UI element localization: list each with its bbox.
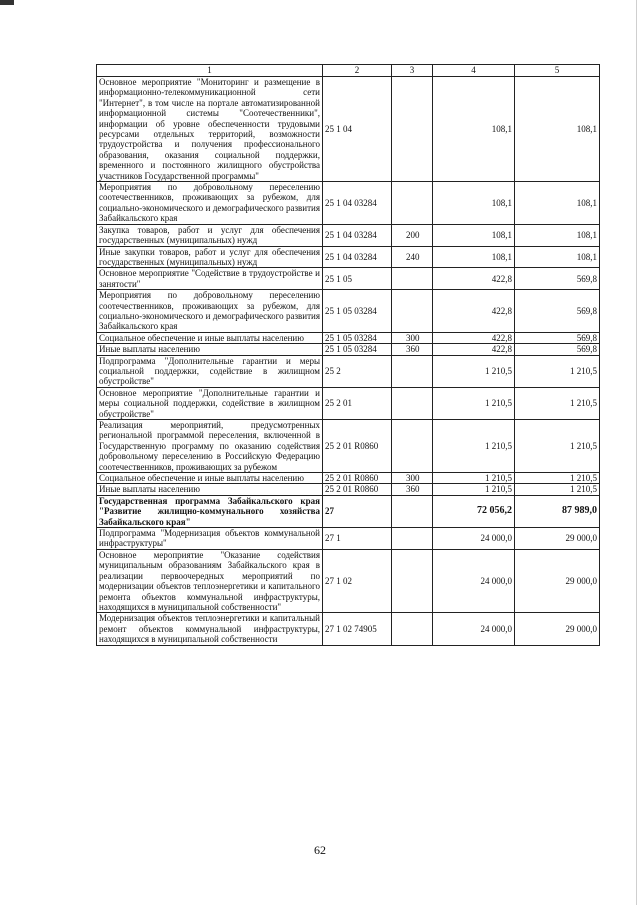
row-value-2020-cell: 1 210,5 xyxy=(515,420,600,473)
row-type-cell xyxy=(392,182,433,225)
row-name-cell: Государственная программа Забайкальского края "Развитие жилищно-коммунального хозяйства Забайкальского края" xyxy=(97,495,323,527)
scan-corner-mark xyxy=(0,0,14,5)
row-value-2019-cell: 108,1 xyxy=(433,224,515,246)
header-cell-3: 3 xyxy=(392,65,433,77)
table-row xyxy=(97,77,600,182)
row-type-cell: 200 xyxy=(392,224,433,246)
table-row xyxy=(97,332,600,343)
header-cell-1: 1 xyxy=(97,65,323,77)
row-type-cell: 240 xyxy=(392,246,433,268)
row-type-cell: 360 xyxy=(392,344,433,355)
row-type-cell xyxy=(392,290,433,333)
row-type-cell xyxy=(392,549,433,612)
row-name-cell: Иные выплаты населению xyxy=(97,344,323,355)
row-code-cell: 25 1 04 03284 xyxy=(323,224,392,246)
row-type-cell: 300 xyxy=(392,332,433,343)
row-code-cell: 27 1 02 xyxy=(323,549,392,612)
row-value-2020-cell: 569,8 xyxy=(515,290,600,333)
row-name-cell: Мероприятия по добровольному переселению соотечественников, проживающих за рубежом, для социально-экономического и демографического развития Забайкальского края xyxy=(97,182,323,225)
table-row xyxy=(97,495,600,527)
row-code-cell: 25 1 05 03284 xyxy=(323,344,392,355)
row-name-cell: Социальное обеспечение и иные выплаты населению xyxy=(97,332,323,343)
row-code-cell: 25 2 01 xyxy=(323,387,392,419)
table-row xyxy=(97,246,600,268)
row-value-2019-cell: 108,1 xyxy=(433,182,515,225)
table-row xyxy=(97,182,600,225)
row-value-2020-cell: 108,1 xyxy=(515,224,600,246)
row-value-2020-cell: 108,1 xyxy=(515,77,600,182)
row-type-cell xyxy=(392,420,433,473)
row-value-2019-cell: 1 210,5 xyxy=(433,355,515,387)
row-value-2019-cell: 108,1 xyxy=(433,77,515,182)
table-row xyxy=(97,420,600,473)
row-code-cell: 25 2 xyxy=(323,355,392,387)
table-row xyxy=(97,549,600,612)
table-row xyxy=(97,355,600,387)
row-name-cell: Модернизация объектов теплоэнергетики и капитальный ремонт объектов коммунальной инфраструктуры, находящихся в муниципальной собственности xyxy=(97,613,323,645)
row-type-cell xyxy=(392,528,433,550)
row-name-cell: Подпрограмма "Дополнительные гарантии и меры социальной поддержки, содействие в жилищном обустройстве" xyxy=(97,355,323,387)
table-row xyxy=(97,528,600,550)
row-type-cell xyxy=(392,355,433,387)
row-code-cell: 25 1 04 xyxy=(323,77,392,182)
row-value-2019-cell: 422,8 xyxy=(433,290,515,333)
row-value-2019-cell: 1 210,5 xyxy=(433,473,515,484)
table-row xyxy=(97,387,600,419)
row-value-2020-cell: 108,1 xyxy=(515,246,600,268)
page-number: 62 xyxy=(314,843,326,857)
row-code-cell: 25 2 01 R0860 xyxy=(323,420,392,473)
row-value-2019-cell: 422,8 xyxy=(433,344,515,355)
table-row xyxy=(97,290,600,333)
row-value-2019-cell: 24 000,0 xyxy=(433,528,515,550)
row-value-2019-cell: 24 000,0 xyxy=(433,613,515,645)
row-name-cell: Основное мероприятие "Оказание содействия муниципальным образованиям Забайкальского края в реализации первоочередных мероприятий по модернизации объектов теплоэнергетики и капитального ремонта объектов коммунальной инфраструктуры, находящихся в муниципальной собственности" xyxy=(97,549,323,612)
row-value-2019-cell: 422,8 xyxy=(433,332,515,343)
row-name-cell: Закупка товаров, работ и услуг для обеспечения государственных (муниципальных) нужд xyxy=(97,224,323,246)
row-value-2019-cell: 108,1 xyxy=(433,246,515,268)
row-name-cell: Иные закупки товаров, работ и услуг для обеспечения государственных (муниципальных) нужд xyxy=(97,246,323,268)
row-code-cell: 25 1 05 xyxy=(323,268,392,290)
row-value-2019-cell: 72 056,2 xyxy=(433,495,515,527)
row-value-2020-cell: 569,8 xyxy=(515,332,600,343)
row-value-2020-cell: 29 000,0 xyxy=(515,528,600,550)
row-type-cell xyxy=(392,268,433,290)
row-value-2019-cell: 1 210,5 xyxy=(433,484,515,495)
row-value-2020-cell: 29 000,0 xyxy=(515,549,600,612)
row-code-cell: 27 1 xyxy=(323,528,392,550)
table-row xyxy=(97,613,600,645)
row-value-2019-cell: 24 000,0 xyxy=(433,549,515,612)
row-name-cell: Реализация мероприятий, предусмотренных региональной программой переселения, включенной в Государственную программу по оказанию содействия добровольному переселению в Российскую Федерацию соотечественников, проживающих за рубежом xyxy=(97,420,323,473)
table-header-row xyxy=(97,65,600,77)
table-row xyxy=(97,344,600,355)
row-value-2020-cell: 1 210,5 xyxy=(515,387,600,419)
row-code-cell: 25 2 01 R0860 xyxy=(323,473,392,484)
row-name-cell: Подпрограмма "Модернизация объектов коммунальной инфраструктуры" xyxy=(97,528,323,550)
row-name-cell: Социальное обеспечение и иные выплаты населению xyxy=(97,473,323,484)
row-type-cell: 300 xyxy=(392,473,433,484)
row-value-2020-cell: 569,8 xyxy=(515,268,600,290)
row-name-cell: Основное мероприятие "Дополнительные гарантии и меры социальной поддержки, содействие в жилищном обустройстве" xyxy=(97,387,323,419)
row-type-cell xyxy=(392,77,433,182)
row-code-cell: 25 2 01 R0860 xyxy=(323,484,392,495)
row-code-cell: 25 1 04 03284 xyxy=(323,246,392,268)
table-row xyxy=(97,484,600,495)
row-code-cell: 25 1 05 03284 xyxy=(323,290,392,333)
table-row xyxy=(97,268,600,290)
row-type-cell: 360 xyxy=(392,484,433,495)
row-code-cell: 25 1 04 03284 xyxy=(323,182,392,225)
row-type-cell xyxy=(392,613,433,645)
row-type-cell xyxy=(392,495,433,527)
scan-edge-line xyxy=(636,0,637,905)
row-name-cell: Основное мероприятие "Мониторинг и размещение в информационно-телекоммуникационной сети "Интернет", в том числе на портале автоматизированной информационной системы "Соотечественники", информации об уровне обеспеченности трудовыми ресурсами отдельных территорий, возможности трудоустройства и получения профессионального образования, оказания социальной поддержки, временного и постоянного жилищного обустройства участников Государственной программы" xyxy=(97,77,323,182)
row-name-cell: Мероприятия по добровольному переселению соотечественников, проживающих за рубежом, для социально-экономического и демографического развития Забайкальского края xyxy=(97,290,323,333)
table-row xyxy=(97,473,600,484)
row-value-2020-cell: 569,8 xyxy=(515,344,600,355)
row-value-2019-cell: 1 210,5 xyxy=(433,420,515,473)
row-name-cell: Основное мероприятие "Содействие в трудоустройстве и занятости" xyxy=(97,268,323,290)
row-type-cell xyxy=(392,387,433,419)
header-cell-4: 4 xyxy=(433,65,515,77)
row-value-2019-cell: 422,8 xyxy=(433,268,515,290)
row-name-cell: Иные выплаты населению xyxy=(97,484,323,495)
row-value-2020-cell: 87 989,0 xyxy=(515,495,600,527)
row-value-2020-cell: 108,1 xyxy=(515,182,600,225)
header-cell-2: 2 xyxy=(323,65,392,77)
row-code-cell: 27 1 02 74905 xyxy=(323,613,392,645)
row-value-2020-cell: 1 210,5 xyxy=(515,484,600,495)
table-row xyxy=(97,224,600,246)
row-value-2020-cell: 29 000,0 xyxy=(515,613,600,645)
budget-table xyxy=(96,64,600,646)
row-code-cell: 25 1 05 03284 xyxy=(323,332,392,343)
header-cell-5: 5 xyxy=(515,65,600,77)
row-code-cell: 27 xyxy=(323,495,392,527)
row-value-2020-cell: 1 210,5 xyxy=(515,473,600,484)
row-value-2019-cell: 1 210,5 xyxy=(433,387,515,419)
row-value-2020-cell: 1 210,5 xyxy=(515,355,600,387)
